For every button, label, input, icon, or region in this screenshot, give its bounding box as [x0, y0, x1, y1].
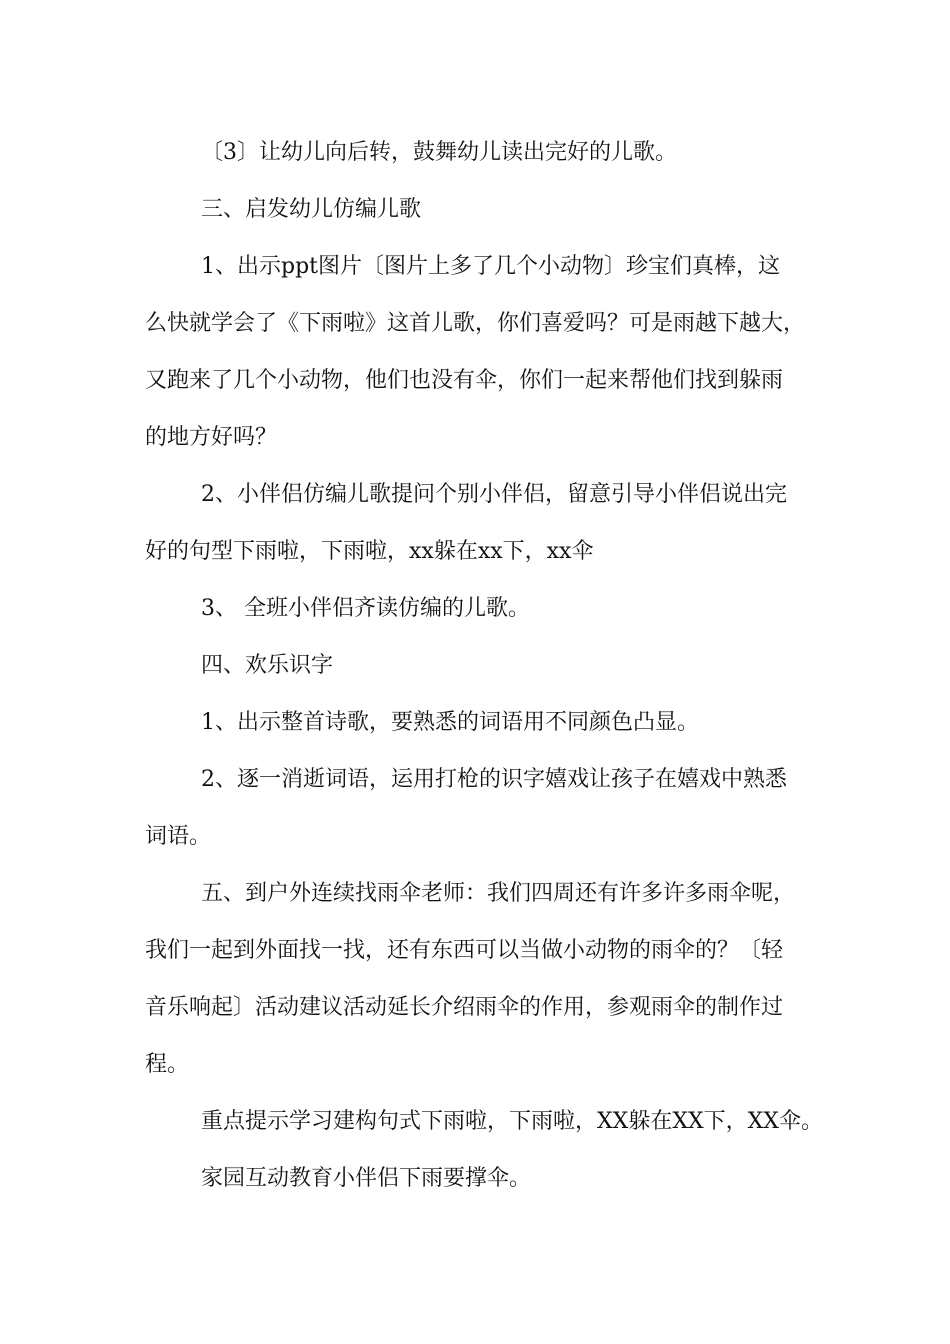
section-heading-5: 五、到户外连续找雨伞老师：我们四周还有许多许多雨伞呢， — [201, 881, 796, 906]
text-line-7: 2、小伴侣仿编儿歌提问个别小伴侣，留意引导小伴侣说出完 — [201, 482, 787, 507]
section-heading-4: 四、欢乐识字 — [201, 653, 334, 678]
text-line-12: 2、逐一消逝词语，运用打枪的识字嬉戏让孩子在嬉戏中熟悉 — [201, 767, 787, 792]
text-line-17: 程。 — [145, 1052, 190, 1077]
text-line-13: 词语。 — [145, 824, 212, 849]
text-line-8: 好的句型下雨啦，下雨啦，xx躲在xx下，xx伞 — [145, 539, 594, 564]
text-line-11: 1、出示整首诗歌，要熟悉的词语用不同颜色凸显。 — [201, 710, 699, 735]
key-points-line: 重点提示学习建构句式下雨啦，下雨啦，XX躲在XX下，XX伞。 — [201, 1109, 823, 1134]
text-line-3: 1、出示ppt图片〔图片上多了几个小动物〕珍宝们真棒，这 — [201, 254, 781, 279]
text-line-4: 么快就学会了《下雨啦》这首儿歌，你们喜爱吗？可是雨越下越大， — [145, 311, 806, 336]
text-line-9: 3、 全班小伴侣齐读仿编的儿歌。 — [201, 596, 530, 621]
home-school-line: 家园互动教育小伴侣下雨要撑伞。 — [201, 1166, 532, 1191]
text-line-15: 我们一起到外面找一找，还有东西可以当做小动物的雨伞的？〔轻 — [145, 938, 784, 963]
text-line-5: 又跑来了几个小动物，他们也没有伞，你们一起来帮他们找到躲雨 — [145, 368, 784, 393]
text-line-16: 音乐响起〕活动建议活动延长介绍雨伞的作用，参观雨伞的制作过 — [145, 995, 784, 1020]
text-line-6: 的地方好吗？ — [145, 425, 278, 450]
section-heading-3: 三、启发幼儿仿编儿歌 — [201, 197, 422, 222]
text-line-1: 〔3〕让幼儿向后转，鼓舞幼儿读出完好的儿歌。 — [201, 140, 677, 165]
